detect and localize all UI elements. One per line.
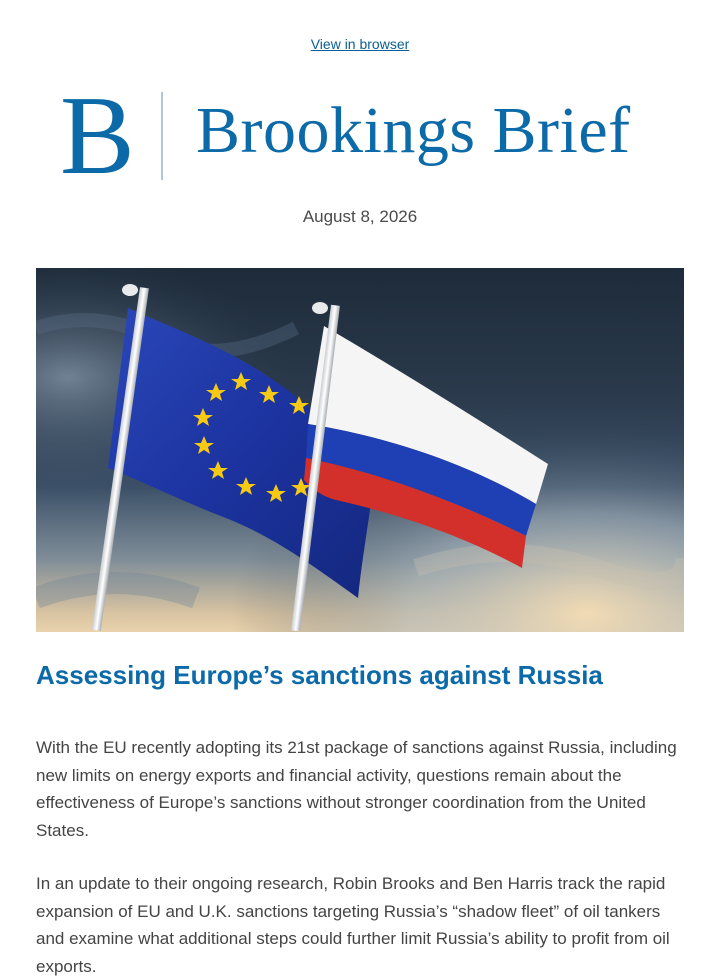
flags-illustration [36, 268, 684, 632]
hero-image[interactable] [36, 268, 684, 632]
article-paragraph: In an update to their ongoing research, Robin Brooks and Ben Harris track the rapid expansion of EU and U.K. sanctions targeting Russia’s “shadow fleet” of oil tankers and examine what additional steps could further limit Russia’s ability to profit from oil exports. [36, 874, 670, 976]
logo-divider [161, 92, 163, 180]
brand-name: Brookings Brief [196, 94, 631, 167]
article-headline[interactable]: Assessing Europe’s sanctions against Russia [36, 660, 603, 690]
logo-mark: B [60, 74, 135, 198]
issue-date: August 8, 2026 [302, 207, 418, 226]
view-in-browser-link[interactable]: View in browser [310, 36, 410, 52]
masthead-logo[interactable] [60, 74, 670, 198]
article-paragraph: With the EU recently adopting its 21st package of sanctions against Russia, including new limits on energy exports and financial activity, questions remain about the effectiveness of Europe’s sanctions without stronger coordination from the United States. [36, 738, 677, 840]
